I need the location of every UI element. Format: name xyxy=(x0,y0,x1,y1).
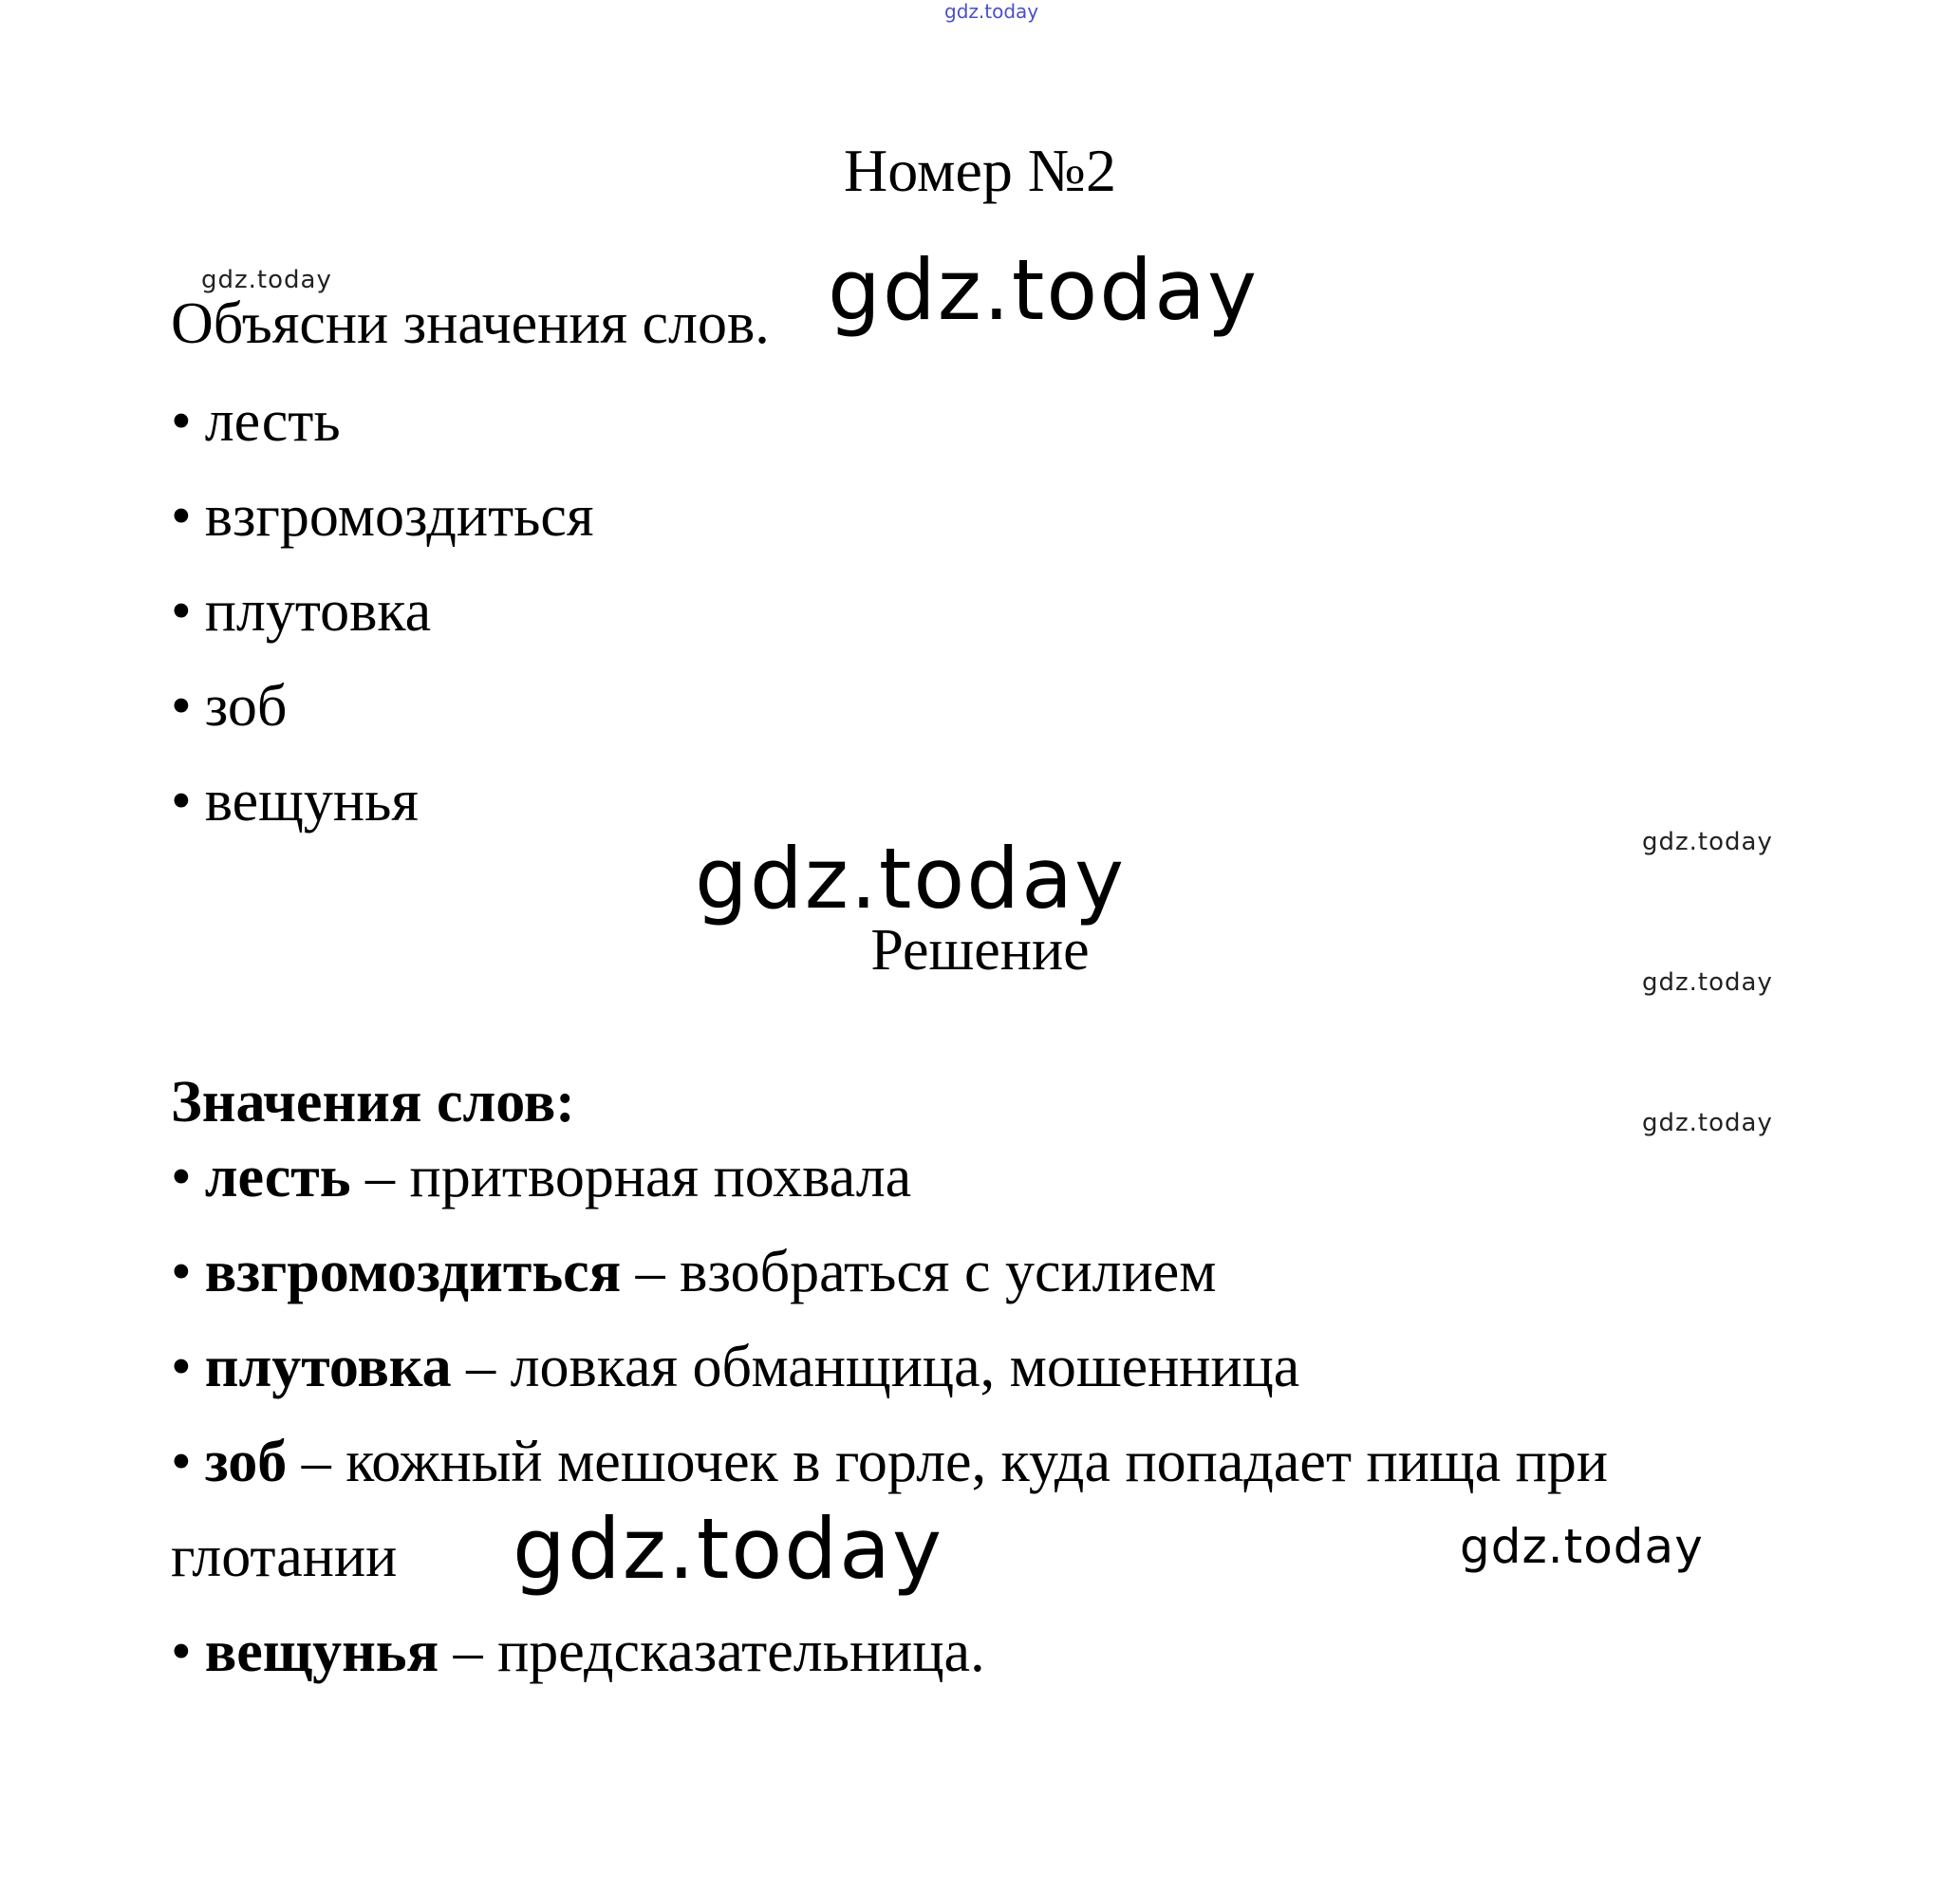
bullet: • xyxy=(171,1620,192,1684)
watermark-mid-right: gdz.today xyxy=(1460,1519,1704,1574)
term: зоб xyxy=(204,1430,288,1494)
word: вещунья xyxy=(204,769,419,834)
list-item xyxy=(171,1225,1784,1320)
watermark-small-left: gdz.today xyxy=(201,266,332,294)
word: взгромоздиться xyxy=(204,484,594,549)
list-item xyxy=(171,564,593,659)
answers-heading: Значения слов: xyxy=(171,1070,575,1134)
watermark-big-3: gdz.today xyxy=(513,1500,944,1598)
watermark-top: gdz.today xyxy=(944,0,1039,23)
list-item xyxy=(171,1604,1784,1699)
term: лесть xyxy=(204,1145,351,1209)
list-item xyxy=(171,1415,1784,1604)
list-item xyxy=(171,374,593,469)
list-item xyxy=(171,469,593,564)
definition: – притворная похвала xyxy=(350,1145,912,1209)
watermark-small-right-1: gdz.today xyxy=(1642,828,1773,856)
bullet: • xyxy=(171,674,192,739)
term: вещунья xyxy=(204,1620,439,1684)
bullet: • xyxy=(171,484,192,549)
list-item xyxy=(171,1130,1784,1225)
watermark-big-2: gdz.today xyxy=(695,830,1127,928)
definition: – предсказательница. xyxy=(439,1620,985,1684)
bullet: • xyxy=(171,579,192,644)
solution-label: Решение xyxy=(870,918,1090,983)
bullet: • xyxy=(171,1145,192,1209)
watermark-small-right-2: gdz.today xyxy=(1642,968,1773,997)
word: зоб xyxy=(204,674,288,739)
term: плутовка xyxy=(204,1335,452,1399)
bullet: • xyxy=(171,1335,192,1399)
word-list xyxy=(171,374,593,849)
list-item xyxy=(171,1320,1784,1415)
word: плутовка xyxy=(204,579,432,644)
page-title: Номер №2 xyxy=(844,137,1116,204)
watermark-small-right-3: gdz.today xyxy=(1642,1109,1773,1137)
bullet: • xyxy=(171,1240,192,1304)
list-item xyxy=(171,754,593,849)
watermark-big-1: gdz.today xyxy=(828,241,1260,339)
task-text: Объясни значения слов. xyxy=(171,291,770,356)
word: лесть xyxy=(204,389,341,454)
definition: – кожный мешочек в горле, куда попадает пища при глотании xyxy=(171,1430,1609,1589)
definition: – ловкая обманщица, мошенница xyxy=(451,1335,1300,1399)
answer-list xyxy=(171,1130,1784,1699)
term: взгромоздиться xyxy=(204,1240,622,1304)
bullet: • xyxy=(171,389,192,454)
bullet: • xyxy=(171,769,192,834)
list-item xyxy=(171,659,593,754)
bullet: • xyxy=(171,1430,192,1494)
definition: – взобраться с усилием xyxy=(621,1240,1217,1304)
